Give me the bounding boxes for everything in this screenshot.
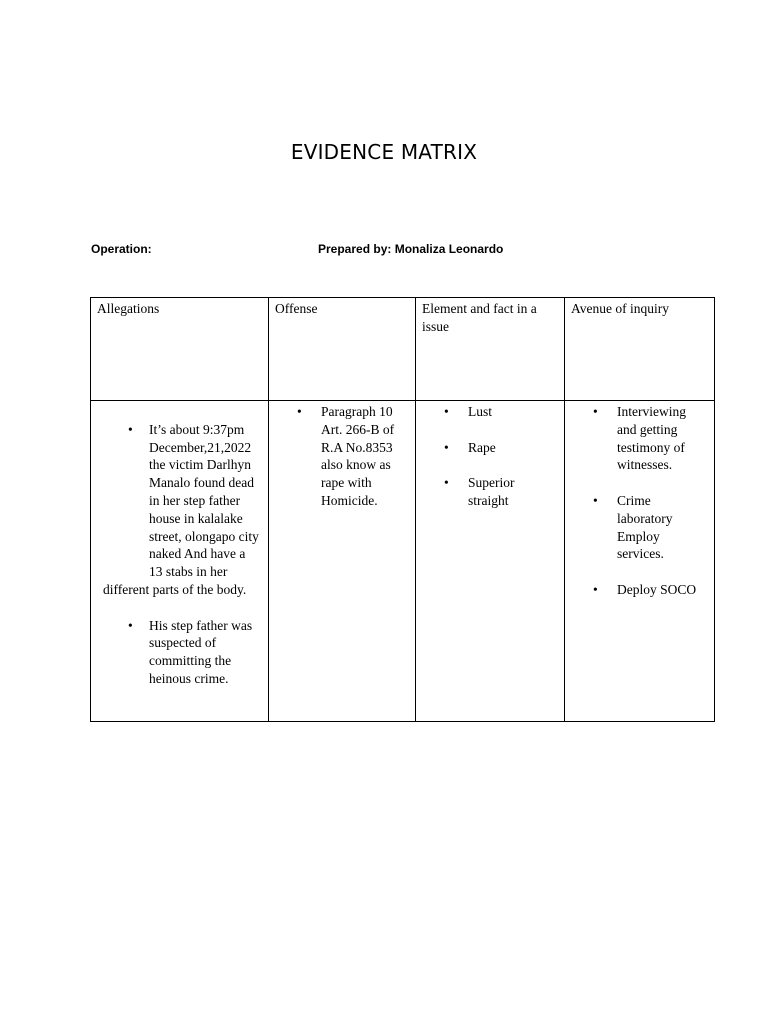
list-item: • Superior straight xyxy=(416,474,558,510)
list-item: • Deploy SOCO xyxy=(565,581,708,599)
avenues-cell xyxy=(565,401,715,722)
offense-list xyxy=(269,403,409,510)
elements-list xyxy=(416,403,558,510)
allegation-text-continued: different parts of the body. xyxy=(103,581,247,597)
table-row xyxy=(91,401,715,722)
list-item xyxy=(97,617,262,688)
avenues-list xyxy=(565,403,708,599)
list-item: • Interviewing and getting testimony of witnesses. xyxy=(565,403,708,474)
allegation-text: It’s about 9:37pm December,21,2022 the victim Darlhyn Manalo found dead in her step father house in kalalake street, olongapo city naked And have a 13 stabs in her xyxy=(149,421,259,580)
header-avenue-of-inquiry: Avenue of inquiry xyxy=(565,298,715,401)
list-item: • Crime laboratory Employ services. xyxy=(565,492,708,563)
list-item: • Lust xyxy=(416,403,558,421)
header-allegations: Allegations xyxy=(91,298,269,401)
header-offense: Offense xyxy=(269,298,416,401)
elements-cell xyxy=(416,401,565,722)
allegations-list xyxy=(97,421,262,688)
evidence-matrix-table xyxy=(90,297,715,722)
offense-cell xyxy=(269,401,416,722)
operation-label: Operation: xyxy=(91,242,152,256)
list-item: • Rape xyxy=(416,439,558,457)
prepared-by: Prepared by: Monaliza Leonardo xyxy=(318,242,504,256)
allegations-cell xyxy=(91,401,269,722)
allegation-text: His step father was suspected of committing the heinous crime. xyxy=(149,617,253,686)
page-title: EVIDENCE MATRIX xyxy=(290,140,478,164)
list-item: • Paragraph 10 Art. 266-B of R.A No.8353 also know as rape with Homicide. xyxy=(269,403,409,510)
table-header-row xyxy=(91,298,715,401)
header-element-and-fact: Element and fact in a issue xyxy=(416,298,565,401)
list-item xyxy=(97,421,262,599)
